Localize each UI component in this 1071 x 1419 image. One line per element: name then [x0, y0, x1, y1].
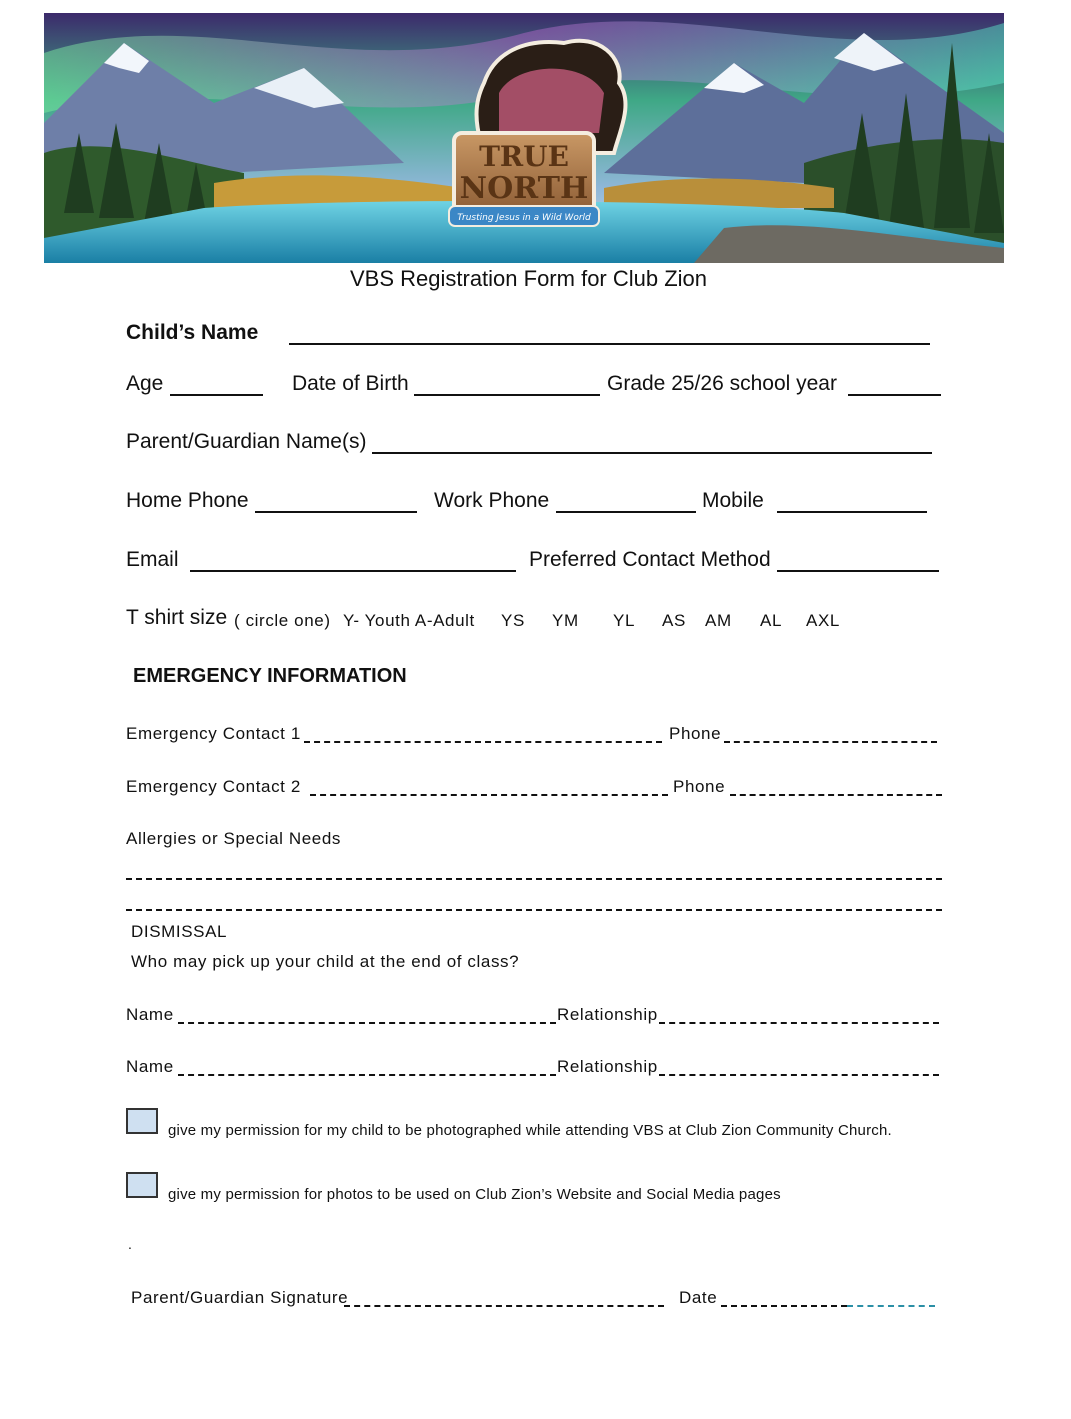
allergies-line-1[interactable]	[126, 877, 942, 880]
size-option-al[interactable]: AL	[760, 611, 782, 630]
size-option-as[interactable]: AS	[662, 611, 686, 630]
preferred-contact-field[interactable]	[777, 569, 939, 572]
child-name-row	[126, 321, 258, 345]
child-name-field[interactable]	[289, 342, 930, 345]
email-label: Email	[126, 548, 179, 571]
tshirt-note: ( circle one)	[234, 611, 331, 630]
allergies-line-2[interactable]	[126, 908, 942, 911]
child-name-label: Child’s Name	[126, 321, 259, 344]
work-phone-field[interactable]	[556, 510, 696, 513]
mobile-label: Mobile	[702, 489, 764, 512]
email-field[interactable]	[190, 569, 516, 572]
photo-permission-checkbox[interactable]	[126, 1108, 158, 1134]
size-option-yl[interactable]: YL	[613, 611, 635, 630]
emergency-phone-2-field[interactable]	[730, 793, 942, 796]
parent-name-label: Parent/Guardian Name(s)	[126, 430, 367, 453]
dob-label: Date of Birth	[292, 372, 409, 395]
pickup-name-2-label: Name	[126, 1057, 174, 1076]
emergency-heading: EMERGENCY INFORMATION	[133, 665, 407, 687]
logo-tagline: Trusting Jesus in a Wild World	[457, 213, 591, 223]
signature-date-label: Date	[679, 1288, 718, 1307]
pickup-relationship-1-field[interactable]	[659, 1021, 939, 1024]
emergency-contact-1-field[interactable]	[304, 740, 662, 743]
work-phone-label: Work Phone	[434, 489, 550, 512]
landscape-illustration	[44, 13, 1004, 263]
preferred-contact-label: Preferred Contact Method	[529, 548, 771, 571]
page-title: VBS Registration Form for Club Zion	[350, 266, 708, 291]
stray-period: .	[128, 1236, 132, 1252]
dob-field[interactable]	[414, 393, 600, 396]
size-option-ys[interactable]: YS	[501, 611, 525, 630]
media-permission-text: give my permission for photos to be used on Club Zion’s Website and Social Media pages	[168, 1186, 781, 1203]
size-option-axl[interactable]: AXL	[806, 611, 840, 630]
grade-field[interactable]	[848, 393, 941, 396]
emergency-phone-2-label: Phone	[673, 777, 726, 796]
signature-date-field[interactable]	[721, 1304, 847, 1307]
header-banner	[44, 13, 1004, 263]
size-option-am[interactable]: AM	[705, 611, 732, 630]
pickup-relationship-1-label: Relationship	[557, 1005, 658, 1024]
mobile-field[interactable]	[777, 510, 927, 513]
logo-line1: TRUE	[479, 140, 569, 173]
pickup-name-1-field[interactable]	[178, 1021, 556, 1024]
media-permission-checkbox[interactable]	[126, 1172, 158, 1198]
grade-label: Grade 25/26 school year	[607, 372, 837, 395]
emergency-contact-2-field[interactable]	[310, 793, 668, 796]
dismissal-heading: DISMISSAL	[131, 922, 228, 941]
signature-label: Parent/Guardian Signature	[131, 1288, 349, 1307]
emergency-phone-1-label: Phone	[669, 724, 722, 743]
pickup-relationship-2-field[interactable]	[659, 1073, 939, 1076]
signature-field[interactable]	[344, 1304, 664, 1307]
allergies-label: Allergies or Special Needs	[126, 829, 341, 848]
home-phone-label: Home Phone	[126, 489, 249, 512]
tshirt-legend: Y- Youth A-Adult	[343, 611, 475, 630]
age-field[interactable]	[170, 393, 263, 396]
emergency-phone-1-field[interactable]	[724, 740, 937, 743]
signature-date-field-ext[interactable]	[847, 1304, 935, 1307]
pickup-relationship-2-label: Relationship	[557, 1057, 658, 1076]
emergency-contact-1-label: Emergency Contact 1	[126, 724, 301, 743]
logo-line2: NORTH	[459, 171, 589, 206]
pickup-name-1-label: Name	[126, 1005, 174, 1024]
pickup-name-2-field[interactable]	[178, 1073, 556, 1076]
parent-name-field[interactable]	[372, 451, 932, 454]
age-label: Age	[126, 372, 164, 395]
home-phone-field[interactable]	[255, 510, 417, 513]
emergency-contact-2-label: Emergency Contact 2	[126, 777, 301, 796]
photo-permission-text: give my permission for my child to be photographed while attending VBS at Club Zion Community Church.	[168, 1122, 892, 1139]
dismissal-question: Who may pick up your child at the end of class?	[131, 952, 520, 971]
tshirt-label: T shirt size	[126, 606, 228, 629]
size-option-ym[interactable]: YM	[552, 611, 579, 630]
